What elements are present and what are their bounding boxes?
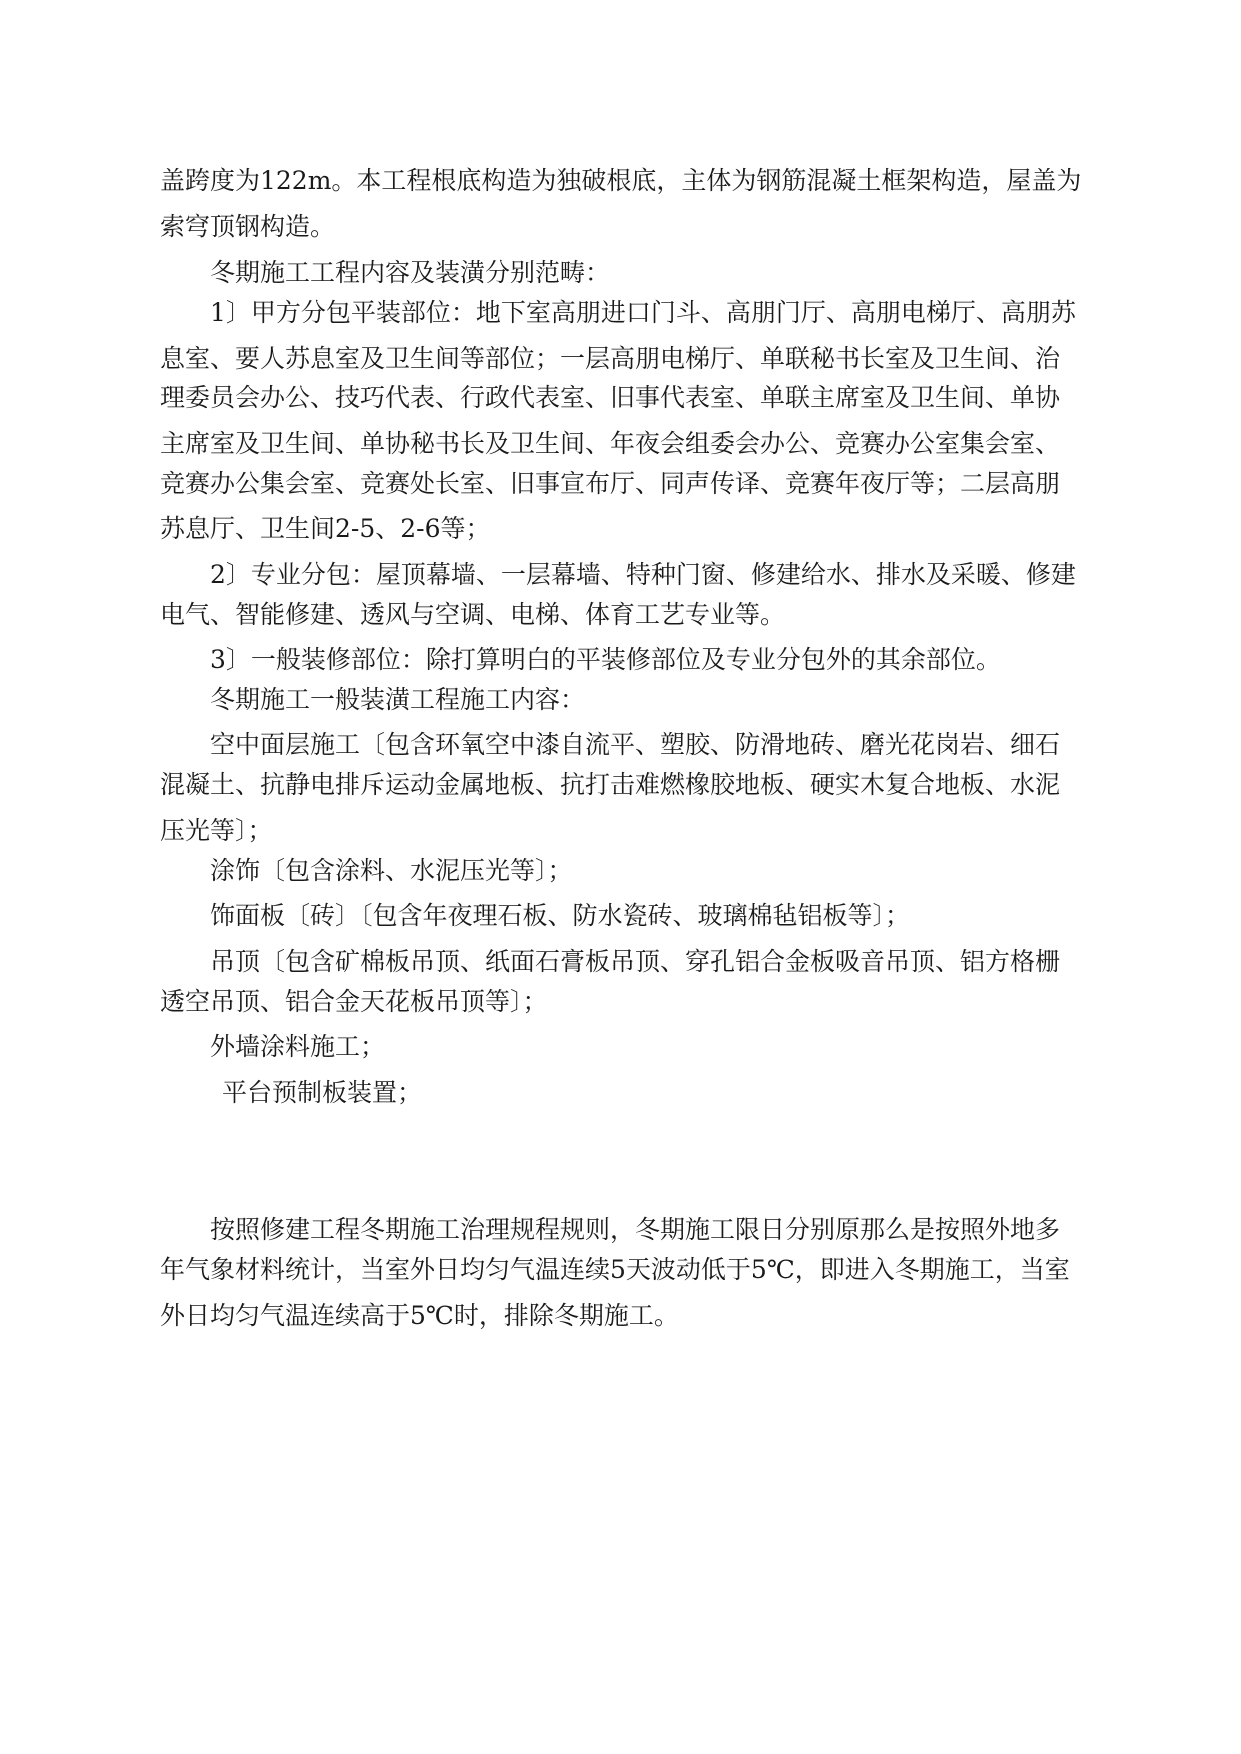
intro-line-2: 索穹顶钢构造。 (160, 212, 336, 241)
item1-line-6: 苏息厅、卫生间2-5、2-6等； (160, 514, 491, 543)
general-heading: 冬期施工一般装潢工程施工内容： (210, 685, 586, 714)
period-line-1: 按照修建工程冬期施工治理规程规则，冬期施工限日分别原那么是按照外地多 (210, 1215, 1061, 1244)
floor-item-line-1: 空中面层施工〔包含环氧空中漆自流平、塑胶、防滑地砖、磨光花岗岩、细石 (210, 730, 1061, 759)
intro-line-1: 盖跨度为122m。本工程根底构造为独破根底，主体为钢筋混凝土框架构造，屋盖为 (160, 166, 1082, 195)
ceiling-item-line-1: 吊顶〔包含矿棉板吊顶、纸面石膏板吊顶、穿孔铝合金板吸音吊顶、铝方格栅 (210, 947, 1061, 976)
floor-item-line-2: 混凝土、抗静电排斥运动金属地板、抗打击难燃橡胶地板、硬实木复合地板、水泥 (160, 770, 1061, 799)
item1-line-5: 竞赛办公集会室、竞赛处长室、旧事宣布厅、同声传译、竞赛年夜厅等；二层高朋 (160, 469, 1061, 498)
scope-heading: 冬期施工工程内容及装潢分别范畴： (210, 258, 611, 287)
item2-line-1: 2〕专业分包：屋顶幕墙、一层幕墙、特种门窗、修建给水、排水及采暖、修建 (210, 560, 1076, 589)
period-line-2: 年气象材料统计，当室外日均匀气温连续5天波动低于5℃，即进入冬期施工，当室 (160, 1255, 1070, 1284)
item1-line-1: 1〕甲方分包平装部位：地下室高朋进口门斗、高朋门厅、高朋电梯厅、高朋苏 (210, 298, 1076, 327)
exterior-item: 外墙涂料施工； (210, 1032, 386, 1061)
item1-line-4: 主席室及卫生间、单协秘书长及卫生间、年夜会组委会办公、竞赛办公室集会室、 (160, 429, 1061, 458)
floor-item-line-3: 压光等〕； (160, 816, 273, 845)
period-line-3: 外日均匀气温连续高于5℃时，排除冬期施工。 (160, 1301, 679, 1330)
ceiling-item-line-2: 透空吊顶、铝合金天花板吊顶等〕； (160, 987, 548, 1016)
panel-item: 饰面板〔砖〕〔包含年夜理石板、防水瓷砖、玻璃棉毡铝板等〕； (210, 901, 911, 930)
paint-item: 涂饰〔包含涂料、水泥压光等〕； (210, 856, 573, 885)
item3-line: 3〕一般装修部位：除打算明白的平装修部位及专业分包外的其余部位。 (210, 645, 1001, 674)
item1-line-2: 息室、要人苏息室及卫生间等部位；一层高朋电梯厅、单联秘书长室及卫生间、治 (160, 344, 1061, 373)
platform-item: 平台预制板装置； (222, 1078, 423, 1107)
item2-line-2: 电气、智能修建、透风与空调、电梯、体育工艺专业等。 (160, 600, 786, 629)
item1-line-3: 理委员会办公、技巧代表、行政代表室、旧事代表室、单联主席室及卫生间、单协 (160, 383, 1061, 412)
